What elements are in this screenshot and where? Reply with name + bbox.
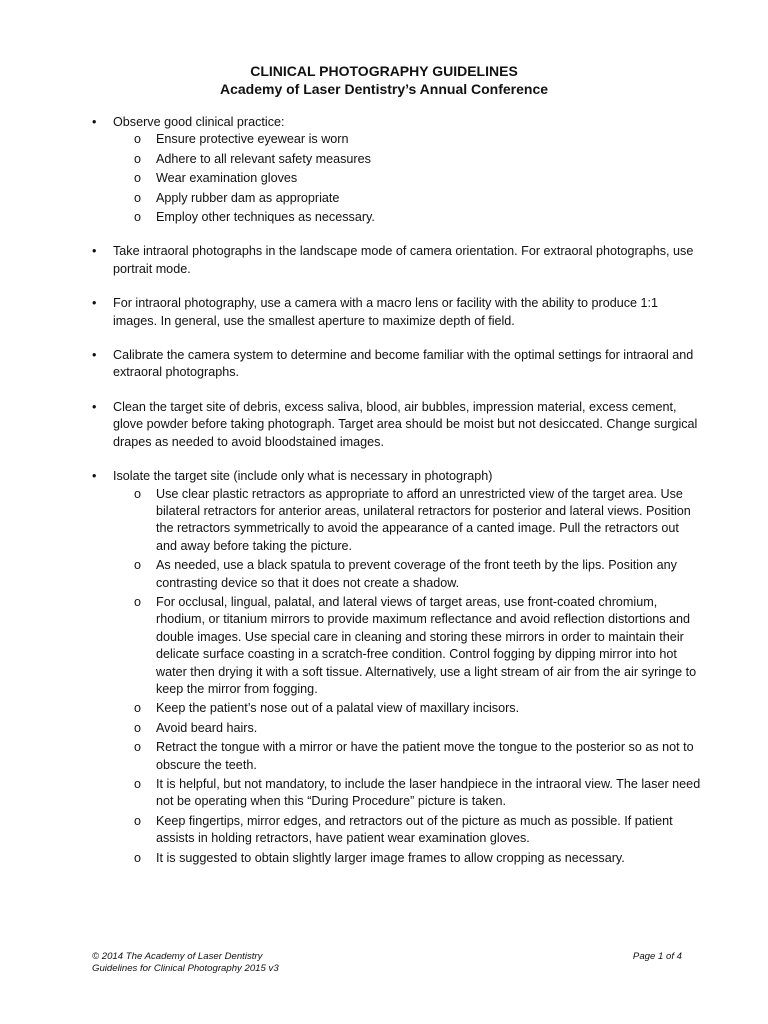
bullet-text: Clean the target site of debris, excess saliva, blood, air bubbles, impression material, excess cement, glove powder before taking photograph. Target area should be moist but not desiccated. Change surgical drapes as needed to avoid bloodstained images.	[113, 399, 698, 449]
sub-item-text: Apply rubber dam as appropriate	[156, 190, 340, 205]
bullet-item	[92, 399, 702, 451]
sub-list-item	[113, 209, 702, 226]
sub-item-text: For occlusal, lingual, palatal, and lateral views of target areas, use front-coated chromium, rhodium, or titanium mirrors to provide maximum reflectance and avoid reflection distortions and double images. Use special care in cleaning and storing these mirrors in order to maintain their delicate surface coasting in a scratch-free condition. Control fogging by dipping mirror into hot water then drying it with a soft tissue. Alternatively, use a light stream of air from the air syringe to keep the mirror from fogging.	[156, 594, 697, 696]
bullet-item	[92, 347, 702, 382]
document-title: CLINICAL PHOTOGRAPHY GUIDELINES	[250, 63, 518, 79]
sub-item-text: Ensure protective eyewear is worn	[156, 132, 349, 147]
guidelines-list	[92, 114, 702, 884]
bullet-item	[92, 295, 702, 330]
sub-list-item	[113, 700, 702, 717]
sub-list-item	[113, 170, 702, 187]
document-subtitle: Academy of Laser Dentistry’s Annual Conference	[219, 81, 549, 97]
sub-list-item	[113, 850, 702, 867]
footer-doc-name: Guidelines for Clinical Photography 2015 v3	[92, 963, 279, 974]
bullet-item	[92, 114, 702, 226]
page-number: Page 1 of 4	[632, 951, 682, 962]
sub-list-item	[113, 813, 702, 848]
sub-list-item	[113, 776, 702, 811]
title-block	[0, 62, 768, 98]
bullet-text: Isolate the target site (include only what is necessary in photograph)	[113, 469, 493, 484]
sub-bullet-marker: o	[134, 486, 142, 501]
sub-list-item	[113, 151, 702, 168]
sub-item-text: Keep the patient’s nose out of a palatal view of maxillary incisors.	[156, 701, 520, 716]
sub-bullet-marker: o	[134, 701, 142, 716]
bullet-marker: •	[92, 244, 97, 259]
bullet-text: Take intraoral photographs in the landscape mode of camera orientation. For extraoral photographs, use portrait mode.	[113, 244, 694, 276]
sub-item-text: Avoid beard hairs.	[156, 720, 258, 735]
sub-item-text: Use clear plastic retractors as appropriate to afford an unrestricted view of the target area. Use bilateral retractors for anterior areas, unilateral retractors for posterior and lateral views. Position the retractors symmetrically to avoid the appearance of a canted image. Pull the retractors out and away before taking the picture.	[156, 486, 691, 553]
bullet-text: For intraoral photography, use a camera with a macro lens or facility with the ability to produce 1:1 images. In general, use the smallest aperture to maximize depth of field.	[113, 296, 659, 328]
sub-list-item	[113, 720, 702, 737]
sub-item-text: It is helpful, but not mandatory, to include the laser handpiece in the intraoral view. The laser need not be operating when this “During Procedure” picture is taken.	[156, 777, 701, 809]
page-footer	[92, 951, 682, 975]
sub-list-item	[113, 131, 702, 148]
sub-bullet-marker: o	[134, 558, 142, 573]
sub-bullet-marker: o	[134, 190, 142, 205]
sub-list-item	[113, 594, 702, 698]
sub-item-text: As needed, use a black spatula to prevent coverage of the front teeth by the lips. Position any contrasting device so that it does not create a shadow.	[156, 558, 677, 590]
bullet-marker: •	[92, 399, 97, 414]
sub-bullet-marker: o	[134, 740, 142, 755]
sub-list-item	[113, 739, 702, 774]
bullet-item	[92, 468, 702, 867]
sub-bullet-marker: o	[134, 151, 142, 166]
bullet-text: Calibrate the camera system to determine and become familiar with the optimal settings for intraoral and extraoral photographs.	[113, 348, 694, 380]
sub-item-text: Wear examination gloves	[156, 171, 298, 186]
sub-list	[113, 131, 702, 226]
bullet-marker: •	[92, 348, 97, 363]
bullet-item	[92, 243, 702, 278]
sub-bullet-marker: o	[134, 132, 142, 147]
sub-bullet-marker: o	[134, 210, 142, 225]
sub-bullet-marker: o	[134, 777, 142, 791]
sub-bullet-marker: o	[134, 594, 142, 609]
sub-bullet-marker: o	[134, 720, 142, 735]
footer-copyright: © 2014 The Academy of Laser Dentistry	[92, 951, 263, 962]
sub-list-item	[113, 190, 702, 207]
bullet-marker: •	[92, 296, 97, 311]
sub-item-text: Employ other techniques as necessary.	[156, 210, 375, 225]
bullet-marker: •	[92, 115, 97, 129]
sub-bullet-marker: o	[134, 171, 142, 186]
bullet-text: Observe good clinical practice:	[113, 115, 285, 129]
sub-bullet-marker: o	[134, 850, 142, 865]
sub-list-item	[113, 486, 702, 556]
sub-bullet-marker: o	[134, 813, 142, 828]
sub-list	[113, 486, 702, 868]
sub-item-text: Adhere to all relevant safety measures	[156, 151, 371, 166]
sub-item-text: Retract the tongue with a mirror or have the patient move the tongue to the posterior so as not to obscure the teeth.	[156, 740, 694, 772]
sub-item-text: Keep fingertips, mirror edges, and retractors out of the picture as much as possible. If patient assists in holding retractors, have patient wear examination gloves.	[156, 813, 673, 846]
sub-list-item	[113, 557, 702, 592]
sub-item-text: It is suggested to obtain slightly larger image frames to allow cropping as necessary.	[156, 850, 625, 865]
bullet-marker: •	[92, 469, 97, 484]
